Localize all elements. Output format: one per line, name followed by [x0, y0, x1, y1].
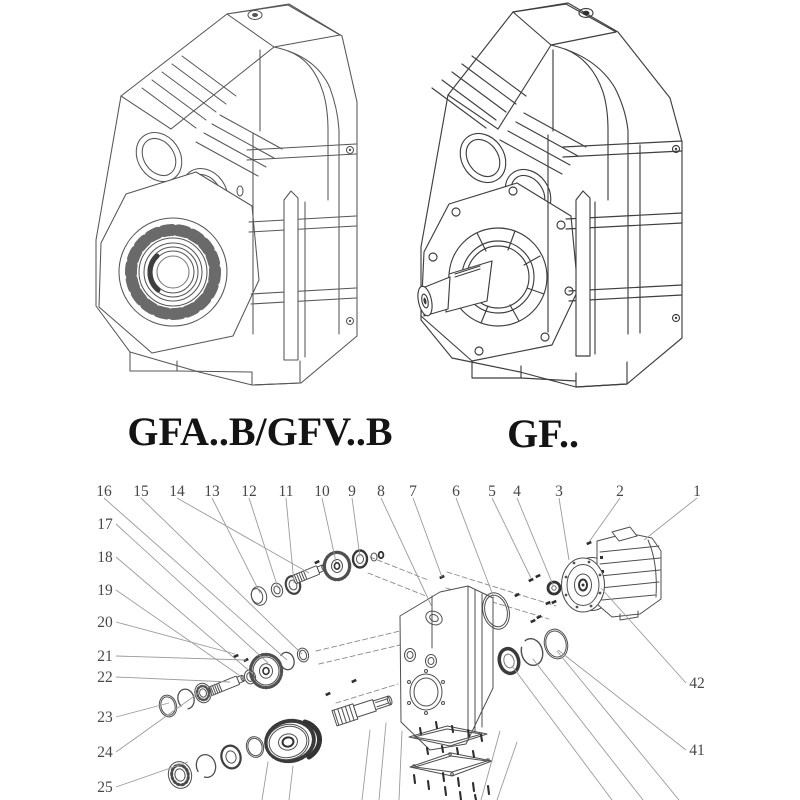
leader-line-3: [559, 498, 569, 560]
callout-16: 16: [96, 483, 112, 500]
bottom-cover-plate: [410, 753, 492, 776]
leader-line-21: [116, 656, 246, 660]
leader-line-20: [116, 622, 235, 654]
assembly-axis-line: [316, 631, 400, 651]
leader-line-6: [456, 498, 494, 598]
callout-10: 10: [314, 483, 330, 500]
callout-24: 24: [97, 744, 113, 761]
callout-4: 4: [513, 483, 521, 500]
lifting-hole-bore: [583, 11, 590, 15]
gear-housing: [400, 586, 493, 750]
clipped-leader-line: [497, 742, 517, 800]
motor: [562, 527, 662, 620]
callout-11: 11: [278, 483, 294, 500]
intermediate-pinion-shaft: [209, 673, 246, 695]
input-collar-bearing: [353, 551, 367, 568]
input-pinion-shaft: [292, 563, 327, 584]
callout-7: 7: [409, 483, 417, 500]
clipped-leader-line: [399, 731, 402, 800]
leader-line-5: [492, 498, 531, 578]
pilot-bearing: [548, 582, 560, 594]
mid-ball-bearing: [193, 681, 214, 704]
callout-19: 19: [97, 582, 113, 599]
intermediate-gear: [250, 654, 282, 688]
front-rib: [576, 191, 590, 356]
callout-13: 13: [204, 483, 220, 500]
leader-line-9: [352, 498, 360, 557]
input-end-cap: [249, 585, 269, 608]
output-gear: [262, 716, 319, 765]
leader-line-10: [322, 498, 336, 562]
callout-42: 42: [689, 675, 705, 692]
leader-line-11: [286, 498, 294, 583]
motor-front-flange: [562, 558, 605, 612]
leader-line-8: [381, 498, 432, 607]
leader-line-1: [644, 498, 697, 540]
callout-22: 22: [97, 669, 113, 686]
clipped-leader-line: [512, 666, 612, 800]
callout-1: 1: [693, 483, 701, 500]
clipped-leader-line: [379, 723, 386, 800]
gearbox-drawing-gfab-gfvb: [96, 4, 357, 385]
exploded-view: [157, 527, 679, 800]
clipped-leader-line: [557, 651, 679, 800]
leader-line-15: [141, 498, 302, 654]
output-washer-bearing: [219, 743, 243, 770]
snap-ring: [518, 636, 545, 668]
callout-12: 12: [241, 483, 257, 500]
callout-20: 20: [97, 614, 113, 631]
assembly-axis-line: [370, 557, 428, 580]
callout-21: 21: [97, 648, 113, 665]
callout-5: 5: [488, 483, 496, 500]
leader-line-7: [413, 498, 442, 577]
output-ball-bearing: [165, 759, 194, 791]
output-shaft-assembly: [332, 692, 394, 726]
output-snap-ring: [194, 752, 218, 779]
hollow-shaft-bearing: [119, 218, 227, 326]
leader-line-24: [116, 692, 200, 752]
callout-8: 8: [377, 483, 385, 500]
spacer-washer: [371, 553, 377, 561]
leader-line-23: [116, 703, 169, 717]
callout-41: 41: [689, 742, 705, 759]
leader-line-19: [116, 590, 246, 680]
clipped-leader-line: [289, 766, 293, 800]
callout-3: 3: [555, 483, 563, 500]
gearbox-drawing-gf: [416, 3, 682, 387]
model-label-gfab-gfvb: GFA..B/GFV..B: [127, 409, 393, 454]
assembly-axis-line: [319, 645, 400, 664]
input-gear: [324, 552, 350, 580]
lifting-hole-bore: [252, 13, 258, 17]
callout-17: 17: [97, 516, 113, 533]
leader-line-41: [558, 650, 686, 750]
leader-line-22: [116, 677, 230, 682]
callout-18: 18: [97, 549, 113, 566]
clipped-leader-line: [362, 730, 370, 800]
callout-6: 6: [452, 483, 460, 500]
callout-9: 9: [348, 483, 356, 500]
output-shim-ring: [244, 735, 266, 760]
mid-washer: [296, 647, 310, 663]
model-label-gf: GF..: [507, 411, 579, 456]
oil-seal: [497, 646, 522, 675]
callout-25: 25: [97, 779, 113, 796]
leader-line-16: [104, 498, 287, 660]
clipped-leader-line: [262, 762, 268, 800]
front-rib: [284, 191, 298, 360]
leader-line-13: [212, 498, 260, 593]
clipped-leader-line: [533, 659, 643, 800]
leader-line-12: [249, 498, 278, 588]
callout-23: 23: [97, 709, 113, 726]
leader-line-4: [517, 498, 553, 585]
lock-nut: [379, 552, 384, 558]
callout-2: 2: [616, 483, 624, 500]
callout-15: 15: [133, 483, 149, 500]
callout-14: 14: [169, 483, 185, 500]
clipped-leader-line: [481, 731, 500, 800]
